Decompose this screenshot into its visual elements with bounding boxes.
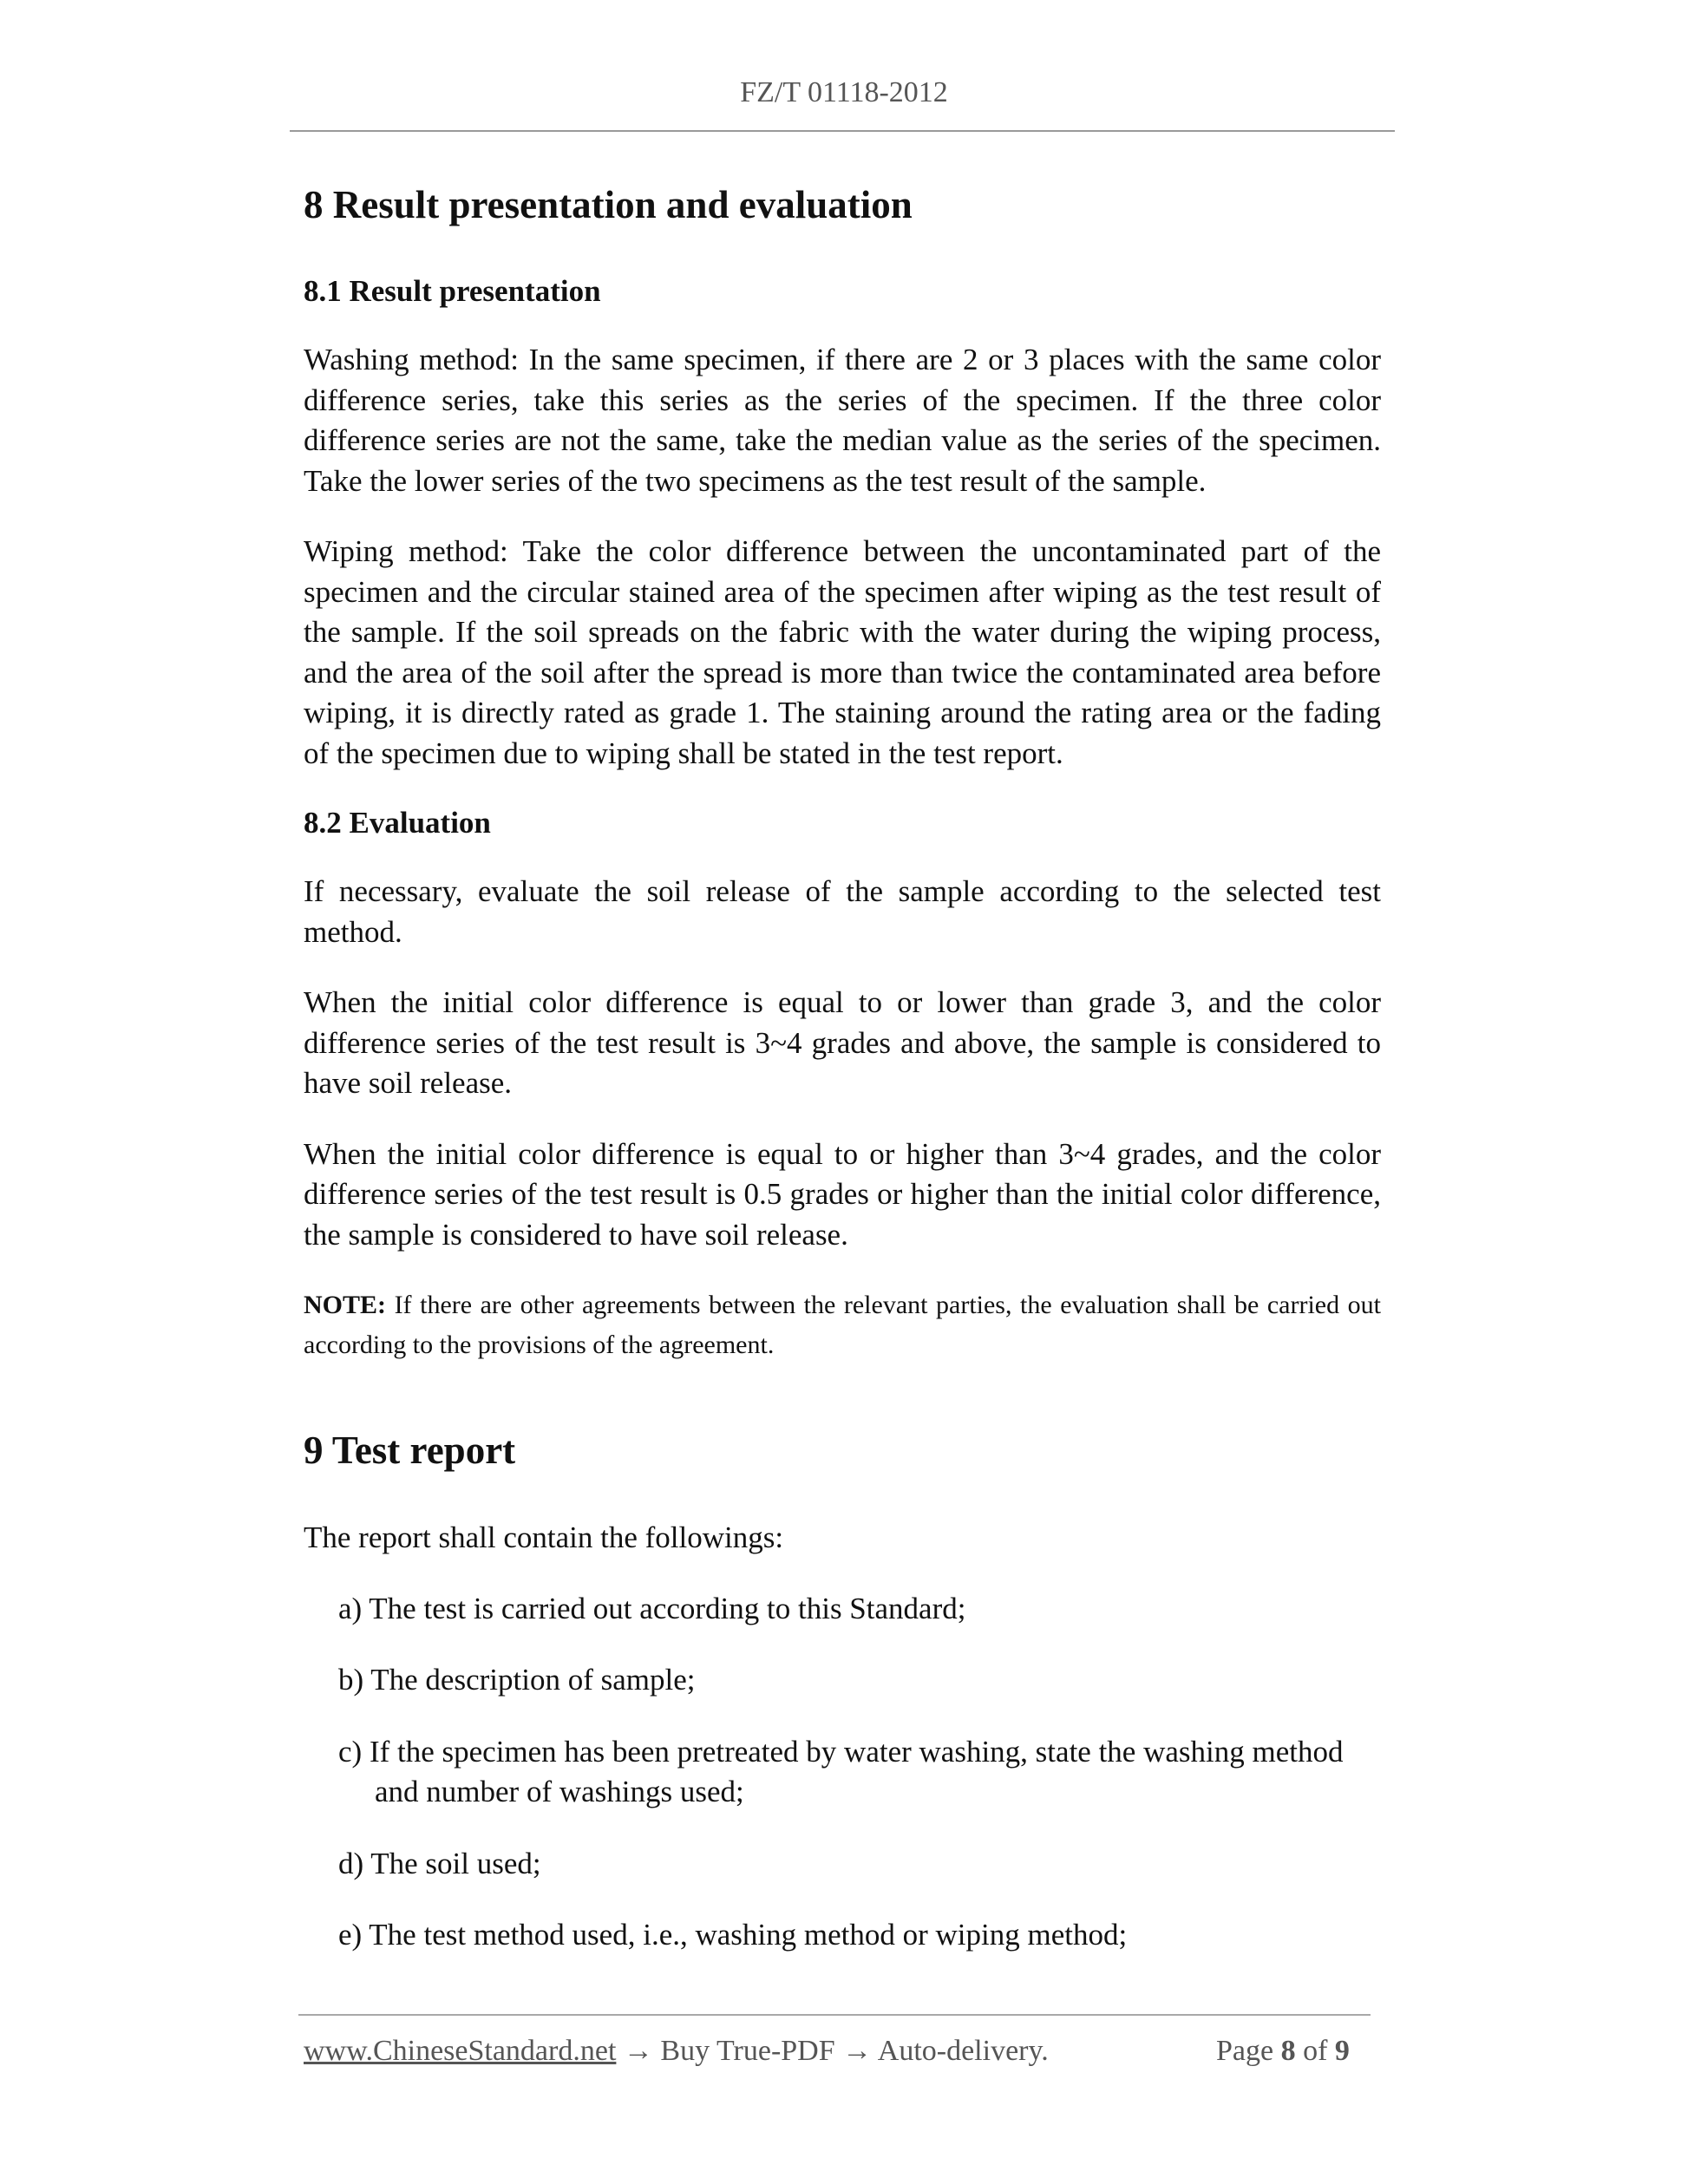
footer-divider [298, 2014, 1371, 2016]
page-of: of [1295, 2035, 1335, 2067]
page-content [304, 180, 1381, 1987]
footer-promo [304, 2035, 1049, 2068]
test-report-intro: The report shall contain the followings: [304, 1520, 784, 1554]
subsection-8-1-heading: 8.1 Result presentation [304, 274, 601, 308]
subsection-8-2-heading: 8.2 Evaluation [304, 806, 491, 840]
total-page-number: 9 [1334, 2035, 1350, 2067]
evaluation-paragraph-3: When the initial color difference is equal to or higher than 3~4 grades, and the color difference series of the test result is 0.5 grades or higher than the initial color difference, the sample is considered to have soil release. [304, 1136, 1381, 1252]
test-report-items [304, 1589, 1381, 1956]
section-8-heading: 8 Result presentation and evaluation [304, 183, 913, 226]
list-item: c) If the specimen has been pretreated by water washing, state the washing method and number of washings used; [338, 1734, 1344, 1808]
page-indicator [1216, 2035, 1350, 2068]
evaluation-paragraph-1: If necessary, evaluate the soil release of the sample according to the selected test method. [304, 874, 1381, 949]
footer-promo-text: → Buy True-PDF → Auto-delivery. [616, 2035, 1049, 2067]
evaluation-note [304, 1285, 1381, 1365]
evaluation-paragraph-2: When the initial color difference is equal to or lower than grade 3, and the color difference series of the test result is 3~4 grades and above, the sample is considered to have soil release. [304, 985, 1381, 1100]
current-page-number: 8 [1280, 2035, 1296, 2067]
washing-method-paragraph: Washing method: In the same specimen, if there are 2 or 3 places with the same color difference series, take this series as the series of the specimen. If the three color difference series are not the same, take the median value as the series of the specimen. Take the lower series of the two specimens as the test result of the sample. [304, 343, 1381, 498]
website-link[interactable]: www.ChineseStandard.net [304, 2035, 617, 2067]
note-label: NOTE: [304, 1291, 387, 1319]
list-item: a) The test is carried out according to this Standard; [338, 1591, 966, 1625]
header-divider [290, 130, 1395, 132]
section-9-heading: 9 Test report [304, 1429, 516, 1472]
note-text: If there are other agreements between the relevant parties, the evaluation shall be carried out according to the provisions of the agreement. [304, 1291, 1381, 1359]
list-item: d) The soil used; [338, 1846, 541, 1880]
list-item: b) The description of sample; [338, 1663, 696, 1697]
list-item: e) The test method used, i.e., washing method or wiping method; [338, 1918, 1128, 1952]
wiping-method-paragraph: Wiping method: Take the color difference between the uncontaminated part of the specimen and the circular stained area of the specimen after wiping as the test result of the sample. If the soil spreads on the fabric with the water during the wiping process, and the area of the soil after the spread is more than twice the contaminated area before wiping, it is directly rated as grade 1. The staining around the rating area or the fading of the specimen due to wiping shall be stated in the test report. [304, 534, 1381, 770]
document-number-header: FZ/T 01118-2012 [740, 76, 948, 108]
page-prefix: Page [1216, 2035, 1281, 2067]
